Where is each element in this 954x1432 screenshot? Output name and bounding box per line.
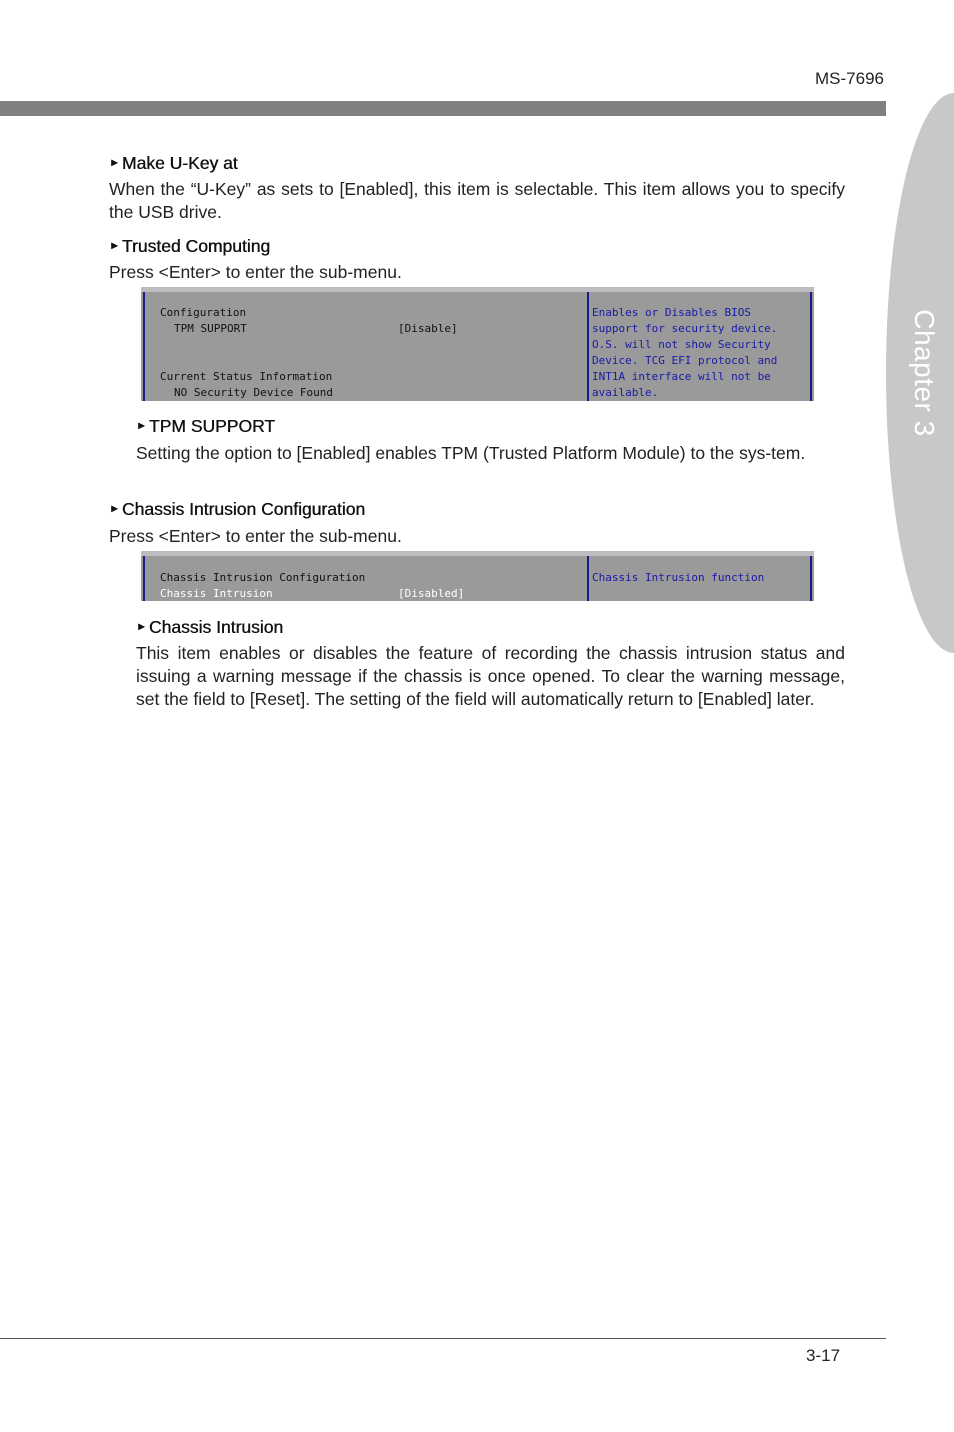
bios-divider — [587, 292, 589, 401]
bios-line-no-device: NO Security Device Found — [174, 386, 333, 399]
bios-help-line: Enables or Disables BIOS — [592, 306, 751, 319]
heading-text: Chassis Intrusion Configuration — [121, 499, 366, 519]
footer-rule — [0, 1338, 886, 1339]
section-heading-chassis — [136, 617, 283, 638]
section-heading-ukey — [109, 153, 238, 174]
bios-line-status: Current Status Information — [160, 370, 333, 383]
bios-line-configuration: Configuration — [160, 306, 247, 319]
header-bar — [0, 101, 886, 116]
section-body-chassis: This item enables or disables the feature of recording the chassis intrusion status and issuing a warning message if the chassis is once opened. To clear the warning message, set the field to [Reset]. The setting of the field will automatically return to [Enabled] later. — [136, 643, 845, 709]
section-heading-trusted — [109, 236, 270, 257]
bios-help-line: support for security device. — [592, 322, 778, 335]
bios-help-line: available. — [592, 386, 659, 399]
section-body-trusted: Press <Enter> to enter the sub-menu. — [109, 262, 402, 282]
section-heading-chassis-config — [109, 499, 365, 520]
bios-item-chassis-intrusion: Chassis Intrusion — [160, 587, 273, 600]
section-body-chassis-config: Press <Enter> to enter the sub-menu. — [109, 526, 402, 546]
bullet-arrow-icon: ► — [109, 240, 120, 252]
bios-item-tpm-support: TPM SUPPORT — [174, 322, 247, 335]
heading-text: TPM SUPPORT — [148, 416, 275, 436]
bios-screenshot-trusted-computing — [141, 287, 814, 401]
bios-screenshot-chassis-intrusion — [141, 551, 814, 601]
bios-help-line: Device. TCG EFI protocol and — [592, 354, 778, 367]
bullet-arrow-icon: ► — [109, 503, 120, 515]
bios-help-line: INT1A interface will not be — [592, 370, 771, 383]
heading-text: Make U-Key at — [121, 153, 238, 173]
bios-line-chassis-config: Chassis Intrusion Configuration — [160, 571, 366, 584]
chapter-tab-label: Chapter 3 — [909, 309, 940, 437]
section-body-ukey: When the “U-Key” as sets to [Enabled], this item is selectable. This item allows you to specify the USB drive. — [109, 179, 845, 222]
model-number: MS-7696 — [815, 69, 884, 88]
bios-help-line: O.S. will not show Security — [592, 338, 771, 351]
section-heading-tpm — [136, 416, 275, 437]
bullet-arrow-icon: ► — [136, 621, 147, 633]
section-body-tpm: Setting the option to [Enabled] enables TPM (Trusted Platform Module) to the sys-tem. — [136, 443, 806, 463]
bios-item-chassis-value: [Disabled] — [398, 587, 465, 600]
bios-divider — [587, 556, 589, 601]
heading-text: Trusted Computing — [121, 236, 271, 256]
page-number: 3-17 — [806, 1346, 841, 1365]
bullet-arrow-icon: ► — [136, 420, 147, 432]
heading-text: Chassis Intrusion — [148, 617, 284, 637]
bios-item-tpm-value: [Disable] — [398, 322, 458, 335]
bios-help-line: Chassis Intrusion function — [592, 571, 765, 584]
bullet-arrow-icon: ► — [109, 157, 120, 169]
